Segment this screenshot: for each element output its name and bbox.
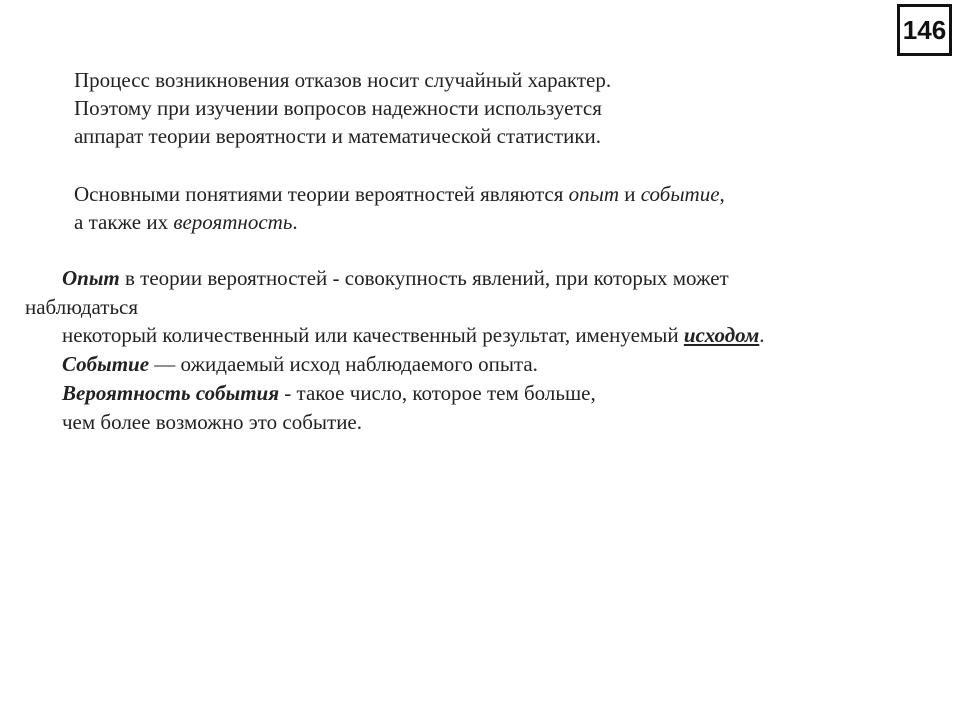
paragraph2-line1 [74,180,725,208]
definition-probability-line2: чем более возможно это событие. [62,410,362,434]
definition-term-probability: Вероятность события [62,381,280,405]
text-run: Основными понятиями теории вероятностей являются [74,182,569,206]
paragraph1-line3: аппарат теории вероятности и математической статистики. [74,124,602,148]
definition-opyt-line2: наблюдаться [25,295,139,319]
text-run: - такое число, которое тем больше, [279,381,596,405]
text-run: и [619,182,641,206]
text-run: — ожидаемый исход наблюдаемого опыта. [149,352,538,376]
paragraph1-line2: Поэтому при изучении вопросов надежности используется [74,96,602,120]
page-number: 146 [902,14,947,45]
definition-term-opyt: Опыт [62,266,120,290]
text-run: в теории вероятностей - совокупность явлений, при которых может [119,266,729,290]
term-opyt: опыт [568,182,619,206]
term-veroyatnost: вероятность [173,210,293,234]
definition-opyt-line1 [62,264,729,292]
term-sobytie: событие [640,182,720,206]
text-run: некоторый количественный или качественный результат, именуемый [62,323,684,347]
term-iskhod: исходом [683,323,760,347]
definition-opyt-line3 [62,321,765,349]
text-run: а также их [74,210,174,234]
definition-probability-line1 [62,379,596,407]
definition-sobytie [62,350,538,378]
text-run: . [292,210,298,234]
definition-term-sobytie: Событие [62,352,150,376]
text-run: . [759,323,765,347]
paragraph2-line2 [74,208,298,236]
text-run: , [719,182,725,206]
page-number-badge [897,4,952,56]
paragraph1-line1: Процесс возникновения отказов носит случайный характер. [74,68,612,92]
